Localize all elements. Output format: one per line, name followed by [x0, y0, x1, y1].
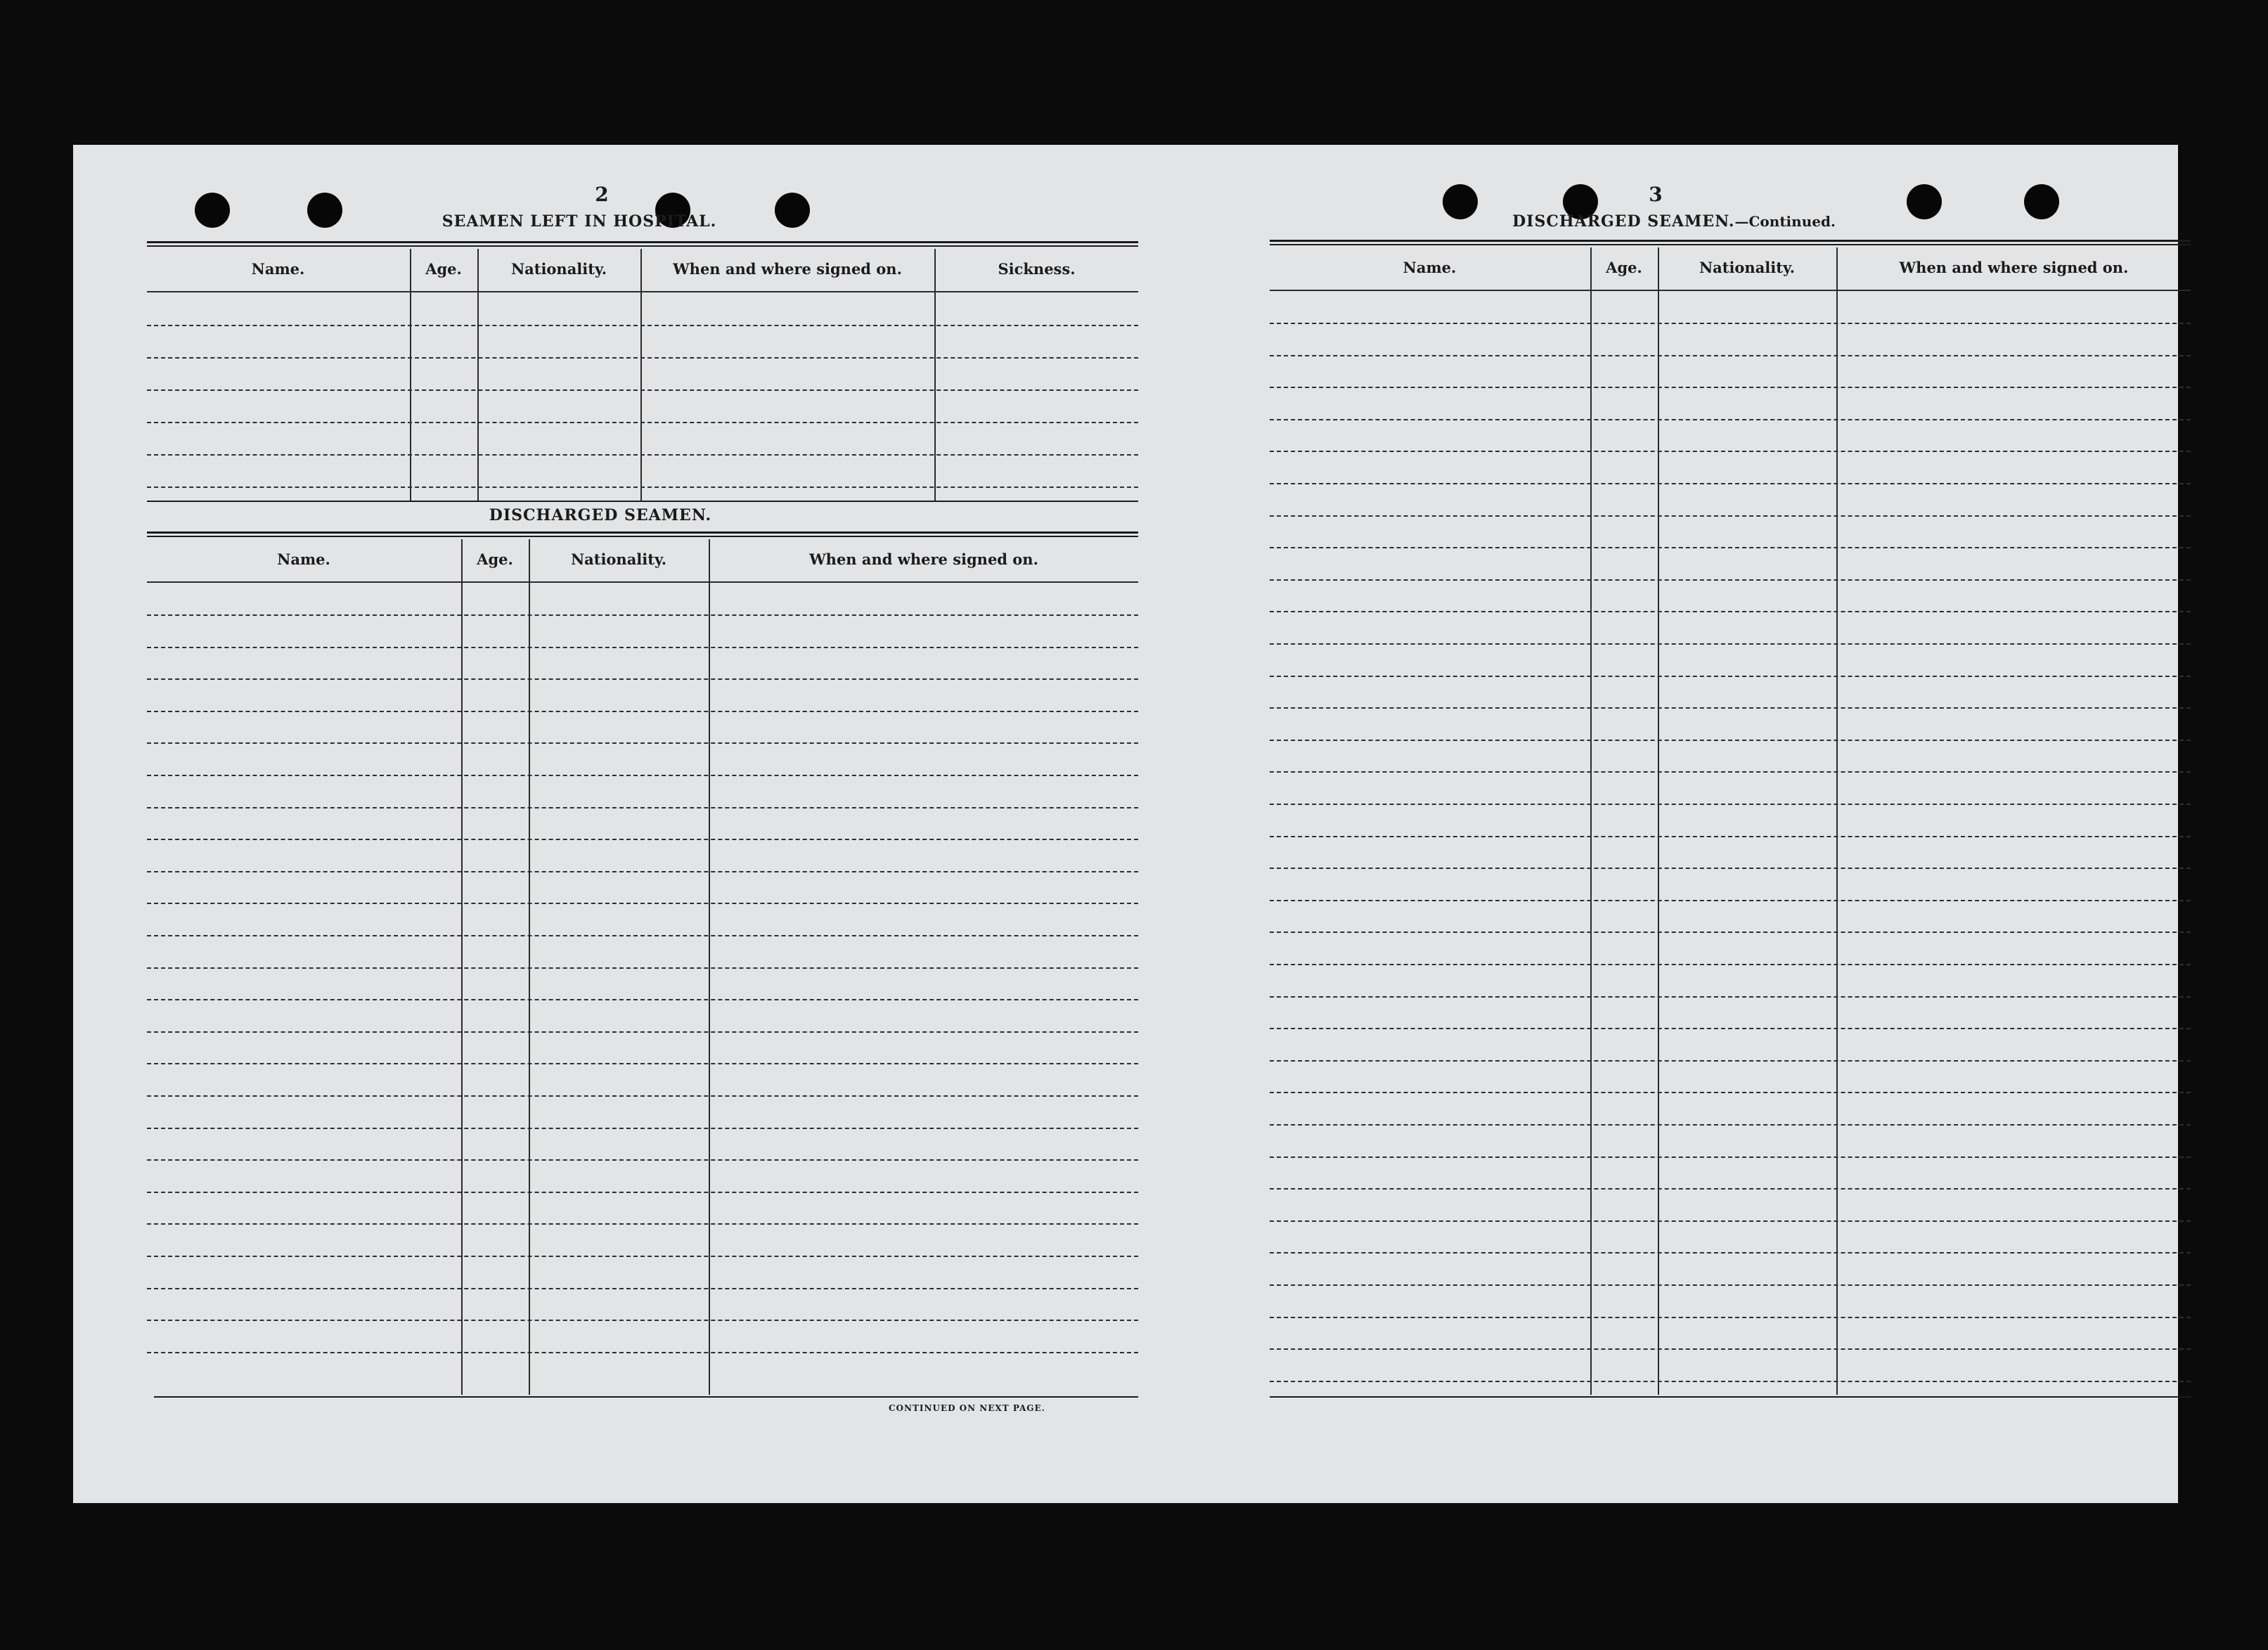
blank-entry-row	[1270, 579, 2191, 581]
blank-entry-row	[147, 1256, 1138, 1257]
blank-entry-row	[1270, 1252, 2191, 1253]
blank-entry-row	[147, 389, 1138, 391]
blank-entry-row	[1270, 900, 2191, 901]
blank-entry-row	[1270, 740, 2191, 741]
page-number: 2	[595, 183, 609, 206]
blank-entry-row	[1270, 1028, 2191, 1029]
section-title-text: DISCHARGED SEAMEN.	[1512, 212, 1735, 231]
blank-entry-row	[1270, 483, 2191, 484]
blank-entry-row	[1270, 804, 2191, 805]
blank-entry-row	[1270, 707, 2191, 709]
blank-entry-row	[1270, 419, 2191, 420]
discharged-section-title: DISCHARGED SEAMEN.	[489, 506, 712, 524]
section-title-suffix: —Continued.	[1734, 213, 1836, 230]
column-header-name: Name.	[251, 260, 305, 278]
blank-entry-row	[147, 486, 1138, 488]
blank-entry-row	[1270, 868, 2191, 869]
blank-entry-row	[1270, 1124, 2191, 1126]
header-rule	[147, 581, 1138, 583]
blank-entry-row	[1270, 611, 2191, 612]
bottom-rule	[154, 1396, 1138, 1398]
section-rule	[147, 536, 1138, 537]
blank-entry-row	[147, 807, 1138, 808]
blank-entry-row	[1270, 836, 2191, 837]
blank-entry-row	[147, 1063, 1138, 1064]
column-header-signed-on: When and where signed on.	[1899, 259, 2129, 276]
blank-entry-row	[147, 935, 1138, 936]
blank-entry-row	[1270, 676, 2191, 677]
column-header-nationality: Nationality.	[510, 260, 607, 278]
blank-entry-row	[147, 678, 1138, 680]
blank-entry-row	[1270, 451, 2191, 452]
blank-entry-row	[1270, 547, 2191, 548]
blank-entry-row	[147, 454, 1138, 456]
column-header-name: Name.	[1403, 259, 1457, 276]
blank-entry-row	[1270, 1188, 2191, 1190]
blank-entry-row	[147, 839, 1138, 840]
blank-entry-row	[1270, 1348, 2191, 1350]
blank-entry-row	[1270, 1092, 2191, 1093]
blank-entry-row	[147, 614, 1138, 616]
punch-hole	[195, 193, 230, 228]
discharged-continued-title	[1505, 212, 1843, 231]
blank-entry-row	[147, 999, 1138, 1000]
section-rule	[147, 531, 1138, 534]
blank-entry-row	[147, 903, 1138, 904]
ledger-sheet	[73, 145, 2178, 1503]
blank-entry-row	[1270, 1060, 2191, 1062]
right-page	[1126, 145, 2178, 1503]
column-header-age: Age.	[425, 260, 462, 278]
blank-entry-row	[1270, 964, 2191, 965]
blank-entry-row	[147, 422, 1138, 423]
hospital-table	[147, 249, 1138, 502]
column-divider	[640, 249, 642, 502]
blank-entry-row	[147, 967, 1138, 969]
blank-entry-row	[147, 357, 1138, 359]
blank-entry-row	[1270, 1220, 2191, 1222]
column-header-signed-on: When and where signed on.	[673, 260, 902, 278]
blank-entry-row	[147, 775, 1138, 776]
section-rule	[147, 241, 1138, 243]
blank-entry-row	[1270, 643, 2191, 645]
section-rule	[147, 245, 1138, 247]
left-page	[73, 145, 1128, 1503]
column-header-nationality: Nationality.	[570, 550, 667, 568]
blank-entry-row	[147, 711, 1138, 712]
column-divider	[934, 249, 936, 502]
blank-entry-row	[1270, 1381, 2191, 1382]
section-rule	[1270, 240, 2191, 242]
discharged-table	[147, 539, 1138, 1395]
blank-entry-row	[147, 1192, 1138, 1193]
blank-entry-row	[1270, 355, 2191, 356]
blank-entry-row	[1270, 1317, 2191, 1318]
column-divider	[410, 249, 411, 502]
page-number: 3	[1649, 183, 1663, 206]
column-divider	[477, 249, 479, 502]
column-header-name: Name.	[277, 550, 330, 568]
blank-entry-row	[1270, 1284, 2191, 1286]
continued-note: CONTINUED ON NEXT PAGE.	[889, 1403, 1045, 1413]
column-header-signed-on: When and where signed on.	[809, 550, 1038, 568]
column-header-nationality: Nationality.	[1699, 259, 1796, 276]
blank-entry-row	[1270, 996, 2191, 998]
blank-entry-row	[1270, 771, 2191, 773]
blank-entry-row	[147, 1352, 1138, 1353]
blank-entry-row	[147, 1095, 1138, 1097]
blank-entry-row	[147, 1159, 1138, 1161]
bottom-rule	[1270, 1396, 2191, 1398]
blank-entry-row	[1270, 323, 2191, 324]
column-header-age: Age.	[1606, 259, 1642, 276]
blank-entry-row	[1270, 932, 2191, 933]
punch-hole	[307, 193, 342, 228]
blank-entry-row	[147, 1288, 1138, 1289]
blank-entry-row	[147, 1223, 1138, 1225]
punch-hole	[1907, 184, 1942, 219]
punch-hole	[1443, 184, 1478, 219]
blank-entry-row	[147, 1031, 1138, 1033]
section-rule	[1270, 244, 2191, 245]
section-rule	[147, 501, 1138, 502]
blank-entry-row	[147, 325, 1138, 326]
blank-entry-row	[147, 742, 1138, 744]
blank-entry-row	[1270, 515, 2191, 517]
punch-hole	[2024, 184, 2059, 219]
blank-entry-row	[1270, 387, 2191, 388]
blank-entry-row	[147, 1128, 1138, 1129]
column-header-age: Age.	[477, 550, 513, 568]
header-rule	[147, 291, 1138, 292]
blank-entry-row	[147, 647, 1138, 648]
blank-entry-row	[1270, 1156, 2191, 1158]
discharged-table	[1270, 247, 2191, 1395]
punch-hole	[775, 193, 810, 228]
header-rule	[1270, 290, 2191, 291]
hospital-section-title: SEAMEN LEFT IN HOSPITAL.	[442, 212, 717, 231]
blank-entry-row	[147, 871, 1138, 872]
blank-entry-row	[147, 1320, 1138, 1321]
column-header-sickness: Sickness.	[998, 260, 1076, 278]
